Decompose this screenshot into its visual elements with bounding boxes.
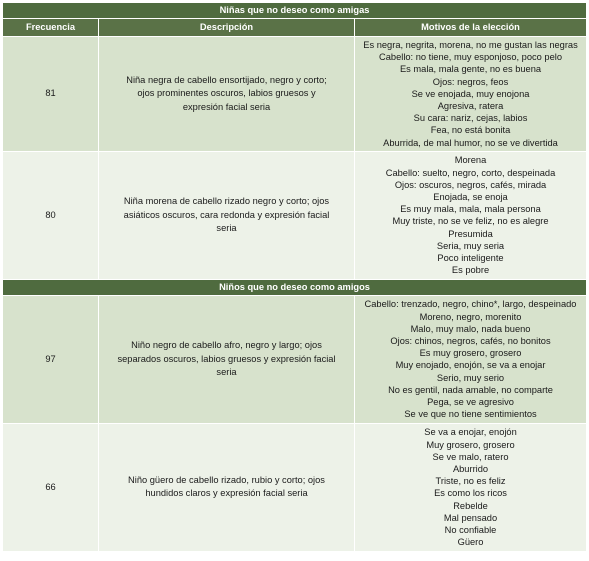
reason-item: Triste, no es feliz [435, 476, 506, 487]
reason-item: Moreno, negro, morenito [419, 311, 522, 322]
reason-item: Morena [454, 155, 487, 166]
frequency-cell: 66 [3, 423, 99, 551]
table-container [2, 2, 586, 552]
reason-item: Su cara: nariz, cejas, labios [413, 113, 528, 124]
reason-item: Presumida [448, 228, 493, 239]
frequency-cell: 81 [3, 37, 99, 152]
reason-item: Es pobre [451, 265, 490, 276]
column-header-frecuencia: Frecuencia [3, 19, 99, 37]
reason-item: Es negra, negrita, morena, no me gustan las negras [363, 40, 578, 50]
reason-item: No es gentil, nada amable, no comparte [388, 384, 553, 395]
frequency-cell: 80 [3, 151, 99, 279]
table-row [3, 151, 587, 279]
reason-item: Enojada, se enoja [433, 191, 508, 202]
frequency-cell: 97 [3, 295, 99, 423]
section-title-row-boys [3, 279, 587, 295]
reason-item: Fea, no está bonita [430, 125, 511, 136]
reason-item: Muy triste, no se ve feliz, no es alegre [392, 216, 549, 227]
reason-item: Ojos: chinos, negros, cafés, no bonitos [390, 335, 551, 346]
reason-item: Poco inteligente [437, 252, 504, 263]
reasons-cell [355, 37, 587, 152]
reason-item: Es muy grosero, grosero [419, 348, 522, 359]
column-header-motivos: Motivos de la elección [355, 19, 587, 37]
reasons-cell [355, 151, 587, 279]
reason-item: Cabello: trenzado, negro, chino*, largo, despeinado [364, 299, 577, 310]
reason-item: Malo, muy malo, nada bueno [410, 323, 531, 334]
reason-item: Pega, se ve agresivo [427, 396, 514, 407]
table-row [3, 37, 587, 152]
reason-item: Se ve que no tiene sentimientos [404, 409, 537, 420]
reason-item: Seria, muy seria [436, 240, 505, 251]
reason-item: Ojos: oscuros, negros, cafés, mirada [394, 179, 547, 190]
reason-item: Muy enojado, enojón, se va a enojar [395, 360, 546, 371]
description-cell: Niña negra de cabello ensortijado, negro y corto; ojos prominentes oscuros, labios gruesos y expresión facial seria [99, 37, 355, 152]
reason-item: Se ve malo, ratero [432, 451, 509, 462]
preferences-table [2, 2, 587, 552]
reason-item: Es como los ricos [434, 488, 507, 499]
column-header-row [3, 19, 587, 37]
reason-item: Serio, muy serio [436, 372, 505, 383]
reasons-cell [355, 295, 587, 423]
reason-item: Se va a enojar, enojón [424, 427, 517, 438]
reason-item: Rebelde [453, 500, 488, 511]
description-cell: Niño negro de cabello afro, negro y largo; ojos separados oscuros, labios gruesos y expresión facial seria [99, 295, 355, 423]
table-row [3, 295, 587, 423]
reason-item: Muy grosero, grosero [426, 439, 515, 450]
section-title-row-girls [3, 3, 587, 19]
reason-item: Es muy mala, mala, mala persona [400, 204, 541, 215]
reason-item: No confiable [444, 524, 497, 535]
reason-item: Agresiva, ratera [437, 101, 504, 112]
reason-item: Cabello: suelto, negro, corto, despeinada [385, 167, 556, 178]
reason-item: Aburrido [452, 463, 489, 474]
table-row [3, 423, 587, 551]
description-cell: Niño güero de cabello rizado, rubio y corto; ojos hundidos claros y expresión facial seria [99, 423, 355, 551]
reason-item: Cabello: no tiene, muy esponjoso, poco pelo [379, 52, 562, 63]
column-header-descripcion: Descripción [99, 19, 355, 37]
reason-item: Aburrida, de mal humor, no se ve divertida [383, 137, 558, 148]
reason-item: Güero [457, 537, 484, 548]
reason-item: Mal pensado [443, 512, 498, 523]
reason-item: Se ve enojada, muy enojona [411, 88, 530, 99]
reasons-cell [355, 423, 587, 551]
reason-item: Ojos: negros, feos [432, 76, 509, 87]
section-title: Niñas que no deseo como amigas [3, 3, 587, 19]
section-title: Niños que no deseo como amigos [3, 279, 587, 295]
description-cell: Niña morena de cabello rizado negro y corto; ojos asiáticos oscuros, cara redonda y expresión facial seria [99, 151, 355, 279]
reason-item: Es mala, mala gente, no es buena [399, 64, 542, 75]
